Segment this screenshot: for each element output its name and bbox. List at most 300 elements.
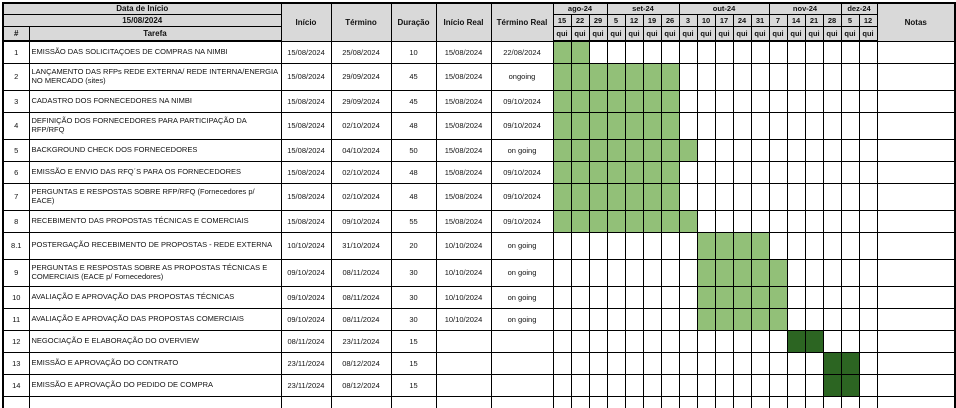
gantt-cell[interactable] <box>679 259 697 286</box>
gantt-cell[interactable] <box>841 259 859 286</box>
gantt-bar-cell[interactable] <box>553 139 571 161</box>
inicio-real-cell[interactable]: 15/08/2024 <box>436 41 491 63</box>
gantt-cell[interactable] <box>697 63 715 90</box>
gantt-cell[interactable] <box>679 161 697 183</box>
gantt-cell[interactable] <box>715 41 733 63</box>
inicio-real-cell[interactable]: 15/08/2024 <box>436 161 491 183</box>
week-day-header-cell[interactable]: 24 <box>733 14 751 26</box>
col-header-notas[interactable]: Notas <box>877 3 955 41</box>
gantt-cell[interactable] <box>841 286 859 308</box>
termino-real-cell[interactable] <box>491 374 553 396</box>
inicio-cell[interactable]: 15/08/2024 <box>281 41 331 63</box>
termino-real-cell[interactable]: ongoing <box>491 63 553 90</box>
duracao-cell[interactable]: 30 <box>391 286 436 308</box>
col-header-num[interactable]: # <box>3 26 29 41</box>
gantt-cell[interactable] <box>769 396 787 408</box>
gantt-cell[interactable] <box>589 396 607 408</box>
gantt-cell[interactable] <box>841 210 859 232</box>
termino-real-cell[interactable]: 09/10/2024 <box>491 161 553 183</box>
gantt-cell[interactable] <box>805 396 823 408</box>
gantt-cell[interactable] <box>625 374 643 396</box>
duracao-cell[interactable]: 15 <box>391 374 436 396</box>
gantt-cell[interactable] <box>697 112 715 139</box>
termino-cell[interactable]: 08/12/2024 <box>331 374 391 396</box>
notas-cell[interactable] <box>877 183 955 210</box>
gantt-bar-cell[interactable] <box>679 139 697 161</box>
task-cell[interactable]: EMISSÃO E APROVAÇÃO DO CONTRATO <box>29 352 281 374</box>
gantt-cell[interactable] <box>625 352 643 374</box>
row-number-cell[interactable]: 6 <box>3 161 29 183</box>
gantt-cell[interactable] <box>661 259 679 286</box>
weekday-name-header-cell[interactable]: qui <box>679 26 697 41</box>
gantt-cell[interactable] <box>661 41 679 63</box>
row-number-cell[interactable]: 10 <box>3 286 29 308</box>
inicio-cell[interactable]: 08/11/2024 <box>281 330 331 352</box>
weekday-name-header-cell[interactable]: qui <box>589 26 607 41</box>
termino-cell[interactable]: 23/11/2024 <box>331 330 391 352</box>
gantt-cell[interactable] <box>733 183 751 210</box>
gantt-cell[interactable] <box>571 396 589 408</box>
gantt-bar-cell[interactable] <box>571 183 589 210</box>
gantt-cell[interactable] <box>553 308 571 330</box>
gantt-cell[interactable] <box>823 90 841 112</box>
gantt-bar-cell[interactable] <box>607 112 625 139</box>
gantt-cell[interactable] <box>787 90 805 112</box>
inicio-real-cell[interactable]: 15/08/2024 <box>436 139 491 161</box>
gantt-bar-cell[interactable] <box>751 259 769 286</box>
gantt-cell[interactable] <box>715 90 733 112</box>
week-day-header-cell[interactable]: 5 <box>841 14 859 26</box>
col-header-inicio-real[interactable]: Início Real <box>436 3 491 41</box>
gantt-cell[interactable] <box>805 352 823 374</box>
gantt-cell[interactable] <box>841 41 859 63</box>
termino-cell[interactable]: 08/11/2024 <box>331 259 391 286</box>
gantt-cell[interactable] <box>859 41 877 63</box>
gantt-cell[interactable] <box>643 396 661 408</box>
gantt-bar-cell[interactable] <box>553 161 571 183</box>
duracao-cell[interactable]: 30 <box>391 308 436 330</box>
gantt-cell[interactable] <box>697 90 715 112</box>
termino-cell[interactable]: 25/08/2024 <box>331 41 391 63</box>
week-day-header-cell[interactable]: 15 <box>553 14 571 26</box>
termino-cell[interactable]: 02/10/2024 <box>331 112 391 139</box>
gantt-cell[interactable] <box>787 161 805 183</box>
gantt-cell[interactable] <box>643 41 661 63</box>
gantt-bar-cell[interactable] <box>643 112 661 139</box>
gantt-bar-cell[interactable] <box>823 352 841 374</box>
notas-cell[interactable] <box>877 232 955 259</box>
task-cell[interactable]: PERGUNTAS E RESPOSTAS SOBRE RFP/RFQ (Fornecedores p/ EACE) <box>29 183 281 210</box>
gantt-cell[interactable] <box>769 352 787 374</box>
gantt-cell[interactable] <box>571 352 589 374</box>
gantt-bar-cell[interactable] <box>733 308 751 330</box>
gantt-cell[interactable] <box>751 352 769 374</box>
gantt-bar-cell[interactable] <box>643 210 661 232</box>
notas-cell[interactable] <box>877 63 955 90</box>
gantt-bar-cell[interactable] <box>571 63 589 90</box>
gantt-cell[interactable] <box>805 41 823 63</box>
inicio-cell[interactable] <box>281 396 331 408</box>
gantt-cell[interactable] <box>607 352 625 374</box>
gantt-cell[interactable] <box>715 396 733 408</box>
gantt-cell[interactable] <box>607 286 625 308</box>
duracao-cell[interactable]: 45 <box>391 90 436 112</box>
gantt-cell[interactable] <box>769 330 787 352</box>
task-cell[interactable]: AVALIAÇÃO E APROVAÇÃO DAS PROPOSTAS TÉCNICAS <box>29 286 281 308</box>
week-day-header-cell[interactable]: 7 <box>769 14 787 26</box>
week-day-header-cell[interactable]: 17 <box>715 14 733 26</box>
gantt-cell[interactable] <box>769 232 787 259</box>
gantt-cell[interactable] <box>823 330 841 352</box>
gantt-bar-cell[interactable] <box>661 210 679 232</box>
gantt-cell[interactable] <box>643 259 661 286</box>
gantt-bar-cell[interactable] <box>643 63 661 90</box>
gantt-cell[interactable] <box>823 210 841 232</box>
gantt-cell[interactable] <box>823 232 841 259</box>
gantt-cell[interactable] <box>589 232 607 259</box>
col-header-termino[interactable]: Término <box>331 3 391 41</box>
gantt-bar-cell[interactable] <box>607 161 625 183</box>
week-day-header-cell[interactable]: 5 <box>607 14 625 26</box>
row-number-cell[interactable]: 5 <box>3 139 29 161</box>
termino-real-cell[interactable]: 09/10/2024 <box>491 112 553 139</box>
notas-cell[interactable] <box>877 210 955 232</box>
gantt-cell[interactable] <box>589 41 607 63</box>
gantt-cell[interactable] <box>679 286 697 308</box>
gantt-cell[interactable] <box>859 330 877 352</box>
gantt-cell[interactable] <box>715 374 733 396</box>
inicio-real-cell[interactable]: 15/08/2024 <box>436 210 491 232</box>
notas-cell[interactable] <box>877 396 955 408</box>
gantt-bar-cell[interactable] <box>661 63 679 90</box>
gantt-bar-cell[interactable] <box>589 139 607 161</box>
gantt-cell[interactable] <box>805 161 823 183</box>
gantt-cell[interactable] <box>571 259 589 286</box>
gantt-cell[interactable] <box>679 63 697 90</box>
termino-real-cell[interactable]: on going <box>491 308 553 330</box>
gantt-bar-cell[interactable] <box>625 183 643 210</box>
week-day-header-cell[interactable]: 3 <box>679 14 697 26</box>
week-day-header-cell[interactable]: 31 <box>751 14 769 26</box>
gantt-bar-cell[interactable] <box>625 161 643 183</box>
gantt-cell[interactable] <box>553 352 571 374</box>
gantt-cell[interactable] <box>679 112 697 139</box>
gantt-cell[interactable] <box>679 183 697 210</box>
gantt-bar-cell[interactable] <box>589 210 607 232</box>
gantt-cell[interactable] <box>697 330 715 352</box>
gantt-cell[interactable] <box>823 286 841 308</box>
gantt-cell[interactable] <box>751 183 769 210</box>
gantt-cell[interactable] <box>787 374 805 396</box>
gantt-bar-cell[interactable] <box>643 139 661 161</box>
gantt-cell[interactable] <box>679 330 697 352</box>
gantt-cell[interactable] <box>859 396 877 408</box>
row-number-cell[interactable] <box>3 396 29 408</box>
gantt-bar-cell[interactable] <box>625 210 643 232</box>
gantt-cell[interactable] <box>607 41 625 63</box>
notas-cell[interactable] <box>877 286 955 308</box>
gantt-bar-cell[interactable] <box>751 286 769 308</box>
gantt-cell[interactable] <box>769 161 787 183</box>
gantt-cell[interactable] <box>769 90 787 112</box>
gantt-bar-cell[interactable] <box>571 41 589 63</box>
gantt-bar-cell[interactable] <box>697 286 715 308</box>
gantt-cell[interactable] <box>859 183 877 210</box>
gantt-cell[interactable] <box>841 308 859 330</box>
gantt-cell[interactable] <box>643 308 661 330</box>
gantt-cell[interactable] <box>697 161 715 183</box>
gantt-cell[interactable] <box>553 330 571 352</box>
termino-real-cell[interactable]: on going <box>491 286 553 308</box>
gantt-cell[interactable] <box>697 374 715 396</box>
gantt-bar-cell[interactable] <box>769 286 787 308</box>
task-cell[interactable]: DEFINIÇÃO DOS FORNECEDORES PARA PARTICIPAÇÃO DA RFP/RFQ <box>29 112 281 139</box>
gantt-cell[interactable] <box>823 396 841 408</box>
gantt-cell[interactable] <box>733 63 751 90</box>
gantt-cell[interactable] <box>823 63 841 90</box>
gantt-cell[interactable] <box>787 259 805 286</box>
row-number-cell[interactable]: 12 <box>3 330 29 352</box>
gantt-cell[interactable] <box>571 232 589 259</box>
notas-cell[interactable] <box>877 139 955 161</box>
gantt-cell[interactable] <box>787 112 805 139</box>
gantt-bar-cell[interactable] <box>661 183 679 210</box>
duracao-cell[interactable]: 55 <box>391 210 436 232</box>
col-header-termino-real[interactable]: Término Real <box>491 3 553 41</box>
gantt-bar-cell[interactable] <box>553 112 571 139</box>
gantt-bar-cell[interactable] <box>715 308 733 330</box>
termino-cell[interactable]: 29/09/2024 <box>331 90 391 112</box>
termino-cell[interactable] <box>331 396 391 408</box>
gantt-bar-cell[interactable] <box>697 308 715 330</box>
termino-cell[interactable]: 09/10/2024 <box>331 210 391 232</box>
termino-real-cell[interactable]: 09/10/2024 <box>491 183 553 210</box>
gantt-cell[interactable] <box>751 330 769 352</box>
col-header-inicio[interactable]: Início <box>281 3 331 41</box>
gantt-cell[interactable] <box>571 374 589 396</box>
duracao-cell[interactable]: 10 <box>391 41 436 63</box>
gantt-cell[interactable] <box>841 139 859 161</box>
notas-cell[interactable] <box>877 352 955 374</box>
gantt-cell[interactable] <box>607 374 625 396</box>
gantt-cell[interactable] <box>859 63 877 90</box>
gantt-cell[interactable] <box>823 41 841 63</box>
termino-real-cell[interactable]: 22/08/2024 <box>491 41 553 63</box>
gantt-cell[interactable] <box>787 308 805 330</box>
gantt-cell[interactable] <box>697 396 715 408</box>
gantt-bar-cell[interactable] <box>643 161 661 183</box>
gantt-cell[interactable] <box>733 352 751 374</box>
gantt-cell[interactable] <box>841 112 859 139</box>
notas-cell[interactable] <box>877 90 955 112</box>
duracao-cell[interactable]: 48 <box>391 183 436 210</box>
inicio-real-cell[interactable] <box>436 374 491 396</box>
gantt-cell[interactable] <box>769 41 787 63</box>
gantt-cell[interactable] <box>751 139 769 161</box>
gantt-cell[interactable] <box>805 308 823 330</box>
notas-cell[interactable] <box>877 112 955 139</box>
row-number-cell[interactable]: 1 <box>3 41 29 63</box>
gantt-cell[interactable] <box>787 232 805 259</box>
weekday-name-header-cell[interactable]: qui <box>787 26 805 41</box>
termino-cell[interactable]: 02/10/2024 <box>331 161 391 183</box>
inicio-real-cell[interactable]: 15/08/2024 <box>436 63 491 90</box>
weekday-name-header-cell[interactable]: qui <box>841 26 859 41</box>
gantt-bar-cell[interactable] <box>607 63 625 90</box>
gantt-cell[interactable] <box>823 183 841 210</box>
gantt-bar-cell[interactable] <box>715 232 733 259</box>
termino-real-cell[interactable]: 09/10/2024 <box>491 210 553 232</box>
gantt-cell[interactable] <box>643 330 661 352</box>
gantt-cell[interactable] <box>661 232 679 259</box>
gantt-cell[interactable] <box>607 308 625 330</box>
gantt-bar-cell[interactable] <box>661 139 679 161</box>
gantt-cell[interactable] <box>553 396 571 408</box>
gantt-cell[interactable] <box>553 232 571 259</box>
gantt-bar-cell[interactable] <box>751 308 769 330</box>
termino-cell[interactable]: 08/12/2024 <box>331 352 391 374</box>
weekday-name-header-cell[interactable]: qui <box>715 26 733 41</box>
gantt-bar-cell[interactable] <box>589 112 607 139</box>
termino-real-cell[interactable] <box>491 352 553 374</box>
gantt-bar-cell[interactable] <box>553 90 571 112</box>
inicio-real-cell[interactable]: 15/08/2024 <box>436 183 491 210</box>
termino-real-cell[interactable] <box>491 330 553 352</box>
inicio-cell[interactable]: 09/10/2024 <box>281 286 331 308</box>
gantt-cell[interactable] <box>805 232 823 259</box>
task-cell[interactable]: PERGUNTAS E RESPOSTAS SOBRE AS PROPOSTAS TÉCNICAS E COMERCIAIS (EACE p/ Fornecedores) <box>29 259 281 286</box>
gantt-cell[interactable] <box>733 90 751 112</box>
gantt-cell[interactable] <box>805 63 823 90</box>
duracao-cell[interactable]: 48 <box>391 161 436 183</box>
gantt-cell[interactable] <box>625 396 643 408</box>
gantt-bar-cell[interactable] <box>643 183 661 210</box>
gantt-bar-cell[interactable] <box>607 210 625 232</box>
gantt-cell[interactable] <box>679 308 697 330</box>
weekday-name-header-cell[interactable]: qui <box>823 26 841 41</box>
gantt-cell[interactable] <box>643 286 661 308</box>
gantt-bar-cell[interactable] <box>571 210 589 232</box>
gantt-cell[interactable] <box>553 259 571 286</box>
gantt-cell[interactable] <box>625 330 643 352</box>
gantt-cell[interactable] <box>823 139 841 161</box>
duracao-cell[interactable] <box>391 396 436 408</box>
week-day-header-cell[interactable]: 12 <box>859 14 877 26</box>
gantt-cell[interactable] <box>733 330 751 352</box>
weekday-name-header-cell[interactable]: qui <box>769 26 787 41</box>
gantt-cell[interactable] <box>787 41 805 63</box>
gantt-cell[interactable] <box>607 232 625 259</box>
gantt-bar-cell[interactable] <box>679 210 697 232</box>
notas-cell[interactable] <box>877 41 955 63</box>
gantt-cell[interactable] <box>859 352 877 374</box>
data-inicio-value-cell[interactable]: 15/08/2024 <box>3 14 281 26</box>
gantt-bar-cell[interactable] <box>625 139 643 161</box>
gantt-cell[interactable] <box>805 210 823 232</box>
gantt-bar-cell[interactable] <box>625 90 643 112</box>
gantt-cell[interactable] <box>805 183 823 210</box>
gantt-cell[interactable] <box>679 396 697 408</box>
inicio-cell[interactable]: 10/10/2024 <box>281 232 331 259</box>
row-number-cell[interactable]: 13 <box>3 352 29 374</box>
gantt-cell[interactable] <box>787 352 805 374</box>
task-cell[interactable]: RECEBIMENTO DAS PROPOSTAS TÉCNICAS E COMERCIAIS <box>29 210 281 232</box>
task-cell[interactable]: LANÇAMENTO DAS RFPs REDE EXTERNA/ REDE INTERNA/ENERGIA NO MERCADO (sites) <box>29 63 281 90</box>
gantt-cell[interactable] <box>787 183 805 210</box>
termino-real-cell[interactable] <box>491 396 553 408</box>
gantt-bar-cell[interactable] <box>553 210 571 232</box>
gantt-cell[interactable] <box>571 308 589 330</box>
row-number-cell[interactable]: 3 <box>3 90 29 112</box>
gantt-cell[interactable] <box>697 352 715 374</box>
notas-cell[interactable] <box>877 308 955 330</box>
gantt-bar-cell[interactable] <box>805 330 823 352</box>
duracao-cell[interactable]: 30 <box>391 259 436 286</box>
gantt-bar-cell[interactable] <box>697 232 715 259</box>
gantt-cell[interactable] <box>625 308 643 330</box>
gantt-bar-cell[interactable] <box>715 286 733 308</box>
termino-cell[interactable]: 29/09/2024 <box>331 63 391 90</box>
gantt-cell[interactable] <box>661 396 679 408</box>
termino-real-cell[interactable]: 09/10/2024 <box>491 90 553 112</box>
month-header-cell[interactable]: dez-24 <box>841 3 877 14</box>
gantt-cell[interactable] <box>679 90 697 112</box>
gantt-cell[interactable] <box>715 352 733 374</box>
weekday-name-header-cell[interactable]: qui <box>571 26 589 41</box>
gantt-cell[interactable] <box>769 374 787 396</box>
gantt-cell[interactable] <box>661 374 679 396</box>
gantt-bar-cell[interactable] <box>697 259 715 286</box>
inicio-cell[interactable]: 09/10/2024 <box>281 308 331 330</box>
gantt-cell[interactable] <box>751 112 769 139</box>
gantt-cell[interactable] <box>859 139 877 161</box>
gantt-cell[interactable] <box>715 183 733 210</box>
gantt-cell[interactable] <box>787 63 805 90</box>
gantt-cell[interactable] <box>679 352 697 374</box>
gantt-cell[interactable] <box>715 161 733 183</box>
gantt-cell[interactable] <box>841 183 859 210</box>
gantt-cell[interactable] <box>679 41 697 63</box>
week-day-header-cell[interactable]: 26 <box>661 14 679 26</box>
gantt-cell[interactable] <box>769 183 787 210</box>
week-day-header-cell[interactable]: 14 <box>787 14 805 26</box>
termino-cell[interactable]: 08/11/2024 <box>331 286 391 308</box>
weekday-name-header-cell[interactable]: qui <box>733 26 751 41</box>
task-cell[interactable]: BACKGROUND CHECK DOS FORNECEDORES <box>29 139 281 161</box>
gantt-cell[interactable] <box>805 90 823 112</box>
gantt-cell[interactable] <box>769 112 787 139</box>
inicio-cell[interactable]: 09/10/2024 <box>281 259 331 286</box>
gantt-cell[interactable] <box>715 210 733 232</box>
gantt-bar-cell[interactable] <box>553 183 571 210</box>
weekday-name-header-cell[interactable]: qui <box>805 26 823 41</box>
gantt-bar-cell[interactable] <box>571 112 589 139</box>
weekday-name-header-cell[interactable]: qui <box>697 26 715 41</box>
gantt-cell[interactable] <box>787 396 805 408</box>
termino-real-cell[interactable]: on going <box>491 232 553 259</box>
gantt-cell[interactable] <box>751 210 769 232</box>
gantt-bar-cell[interactable] <box>589 90 607 112</box>
task-cell[interactable] <box>29 396 281 408</box>
inicio-real-cell[interactable]: 15/08/2024 <box>436 90 491 112</box>
gantt-bar-cell[interactable] <box>841 352 859 374</box>
month-header-cell[interactable]: set-24 <box>607 3 679 14</box>
gantt-cell[interactable] <box>643 232 661 259</box>
weekday-name-header-cell[interactable]: qui <box>859 26 877 41</box>
inicio-real-cell[interactable]: 10/10/2024 <box>436 259 491 286</box>
month-header-cell[interactable]: out-24 <box>679 3 769 14</box>
gantt-cell[interactable] <box>553 286 571 308</box>
